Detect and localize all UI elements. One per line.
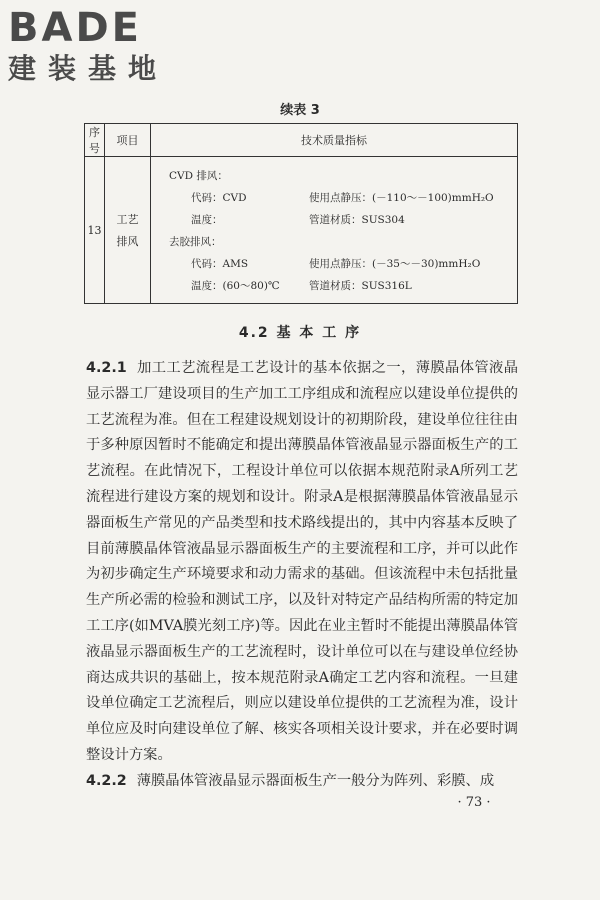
logo-latin-text: BADE [8,5,142,51]
table-row [85,157,518,304]
cvd-temp: 温度： [191,214,223,226]
row-num: 13 [85,157,105,304]
clause-paragraph [86,356,518,769]
clause-paragraph [86,769,518,795]
section-title: 4.2 基 本 工 序 [238,325,362,341]
row-item-line1: 工艺 [116,213,139,226]
cvd-code: 代码：CVD [191,192,247,204]
header-num: 序号 [85,124,105,157]
header-spec: 技术质量指标 [151,124,518,157]
ams-material: 管道材质：SUS316L [309,280,412,292]
header-item: 项目 [105,124,151,157]
row-spec [151,157,518,304]
clause-number: 4.2.1 [86,360,127,376]
clause-text: 薄膜晶体管液晶显示器面板生产一般分为阵列、彩膜、成 [136,772,495,789]
row-item-line2: 排风 [116,235,139,248]
row-item [105,157,151,304]
glue-heading: 去胶排风： [169,236,222,248]
spec-table [84,123,518,304]
table-header-row [85,124,518,157]
page-number: · 73 · [457,795,491,810]
body-text [86,356,518,795]
clause-text: 加工工艺流程是工艺设计的基本依据之一，薄膜晶体管液晶显示器工厂建设项目的生产加工工序组成和流程应以建设单位提供的工艺流程为准。但在工程建设规划设计的初期阶段，建设单位往往由于多种原因暂时不能确定和提出薄膜晶体管液晶显示器面板生产的工艺流程。在此情况下，工程设计单位可以依据本规范附录A所列工艺流程进行建设方案的规划和设计。附录A是根据薄膜晶体管液晶显示器面板生产常见的产品类型和技术路线提出的，其中内容基本反映了目前薄膜晶体管液晶显示器面板生产的主要流程和工序，并可以此作为初步确定生产环境要求和动力需求的基础。但该流程中未包括批量生产所必需的检验和测试工序，以及针对特定产品结构所需的特定加工工序(如MVA膜光刻工序)等。因此在业主暂时不能提出薄膜晶体管液晶显示器面板生产的工艺流程时，设计单位可以在与建设单位经协商达成共识的基础上，按本规范附录A确定工艺内容和流程。一旦建设单位确定工艺流程后，则应以建设单位提供的工艺流程为准，设计单位应及时向建设单位了解、核实各项相关设计要求，并在必要时调整设计方案。 [86,360,518,763]
cvd-heading: CVD 排风： [169,170,228,182]
watermark-logo [8,6,178,86]
cvd-pressure: 使用点静压：(－110～－100)mmH₂O [309,192,494,204]
cvd-material: 管道材质：SUS304 [309,214,405,226]
ams-temp: 温度：(60～80)℃ [191,280,280,292]
ams-pressure: 使用点静压：(－35～－30)mmH₂O [309,258,481,270]
clause-number: 4.2.2 [86,772,127,789]
ams-code: 代码：AMS [191,258,249,270]
table-caption: 续表 3 [280,103,320,118]
logo-chinese-text: 建装基地 [8,52,169,85]
